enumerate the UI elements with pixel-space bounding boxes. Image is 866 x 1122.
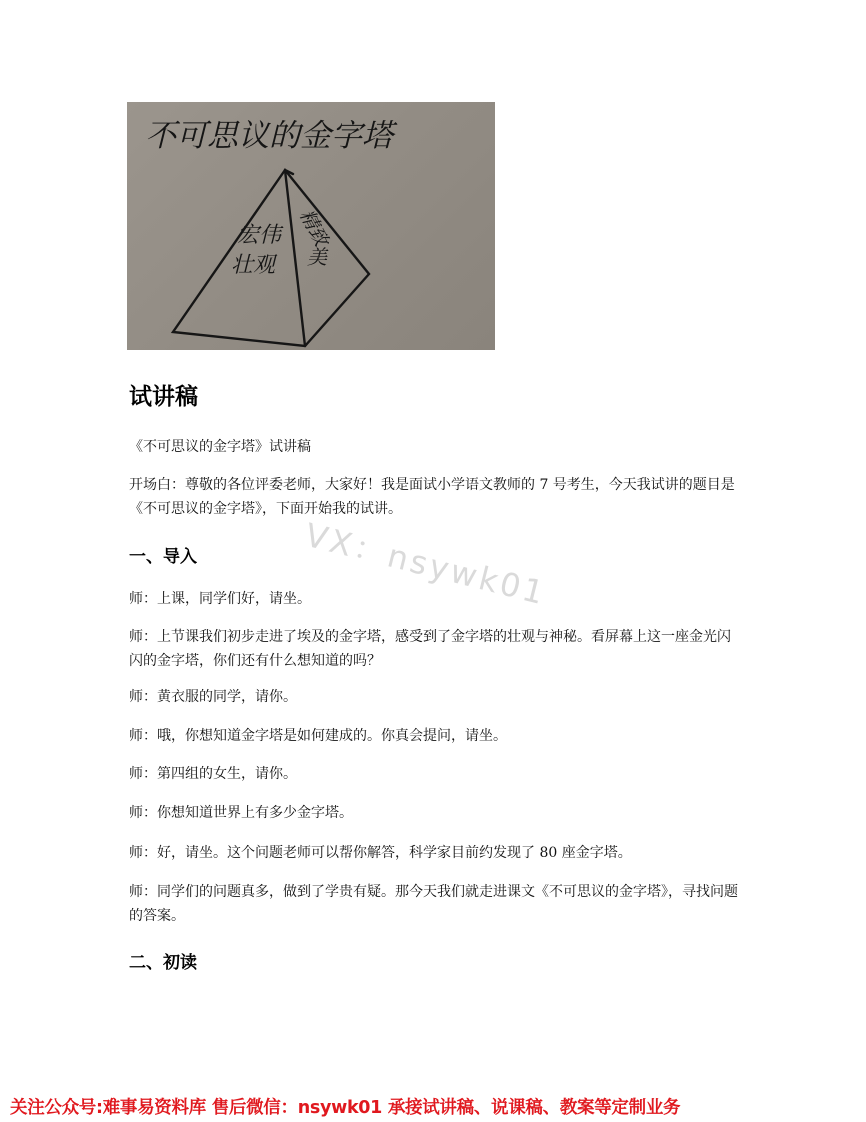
- dialogue-line: 师：好，请坐。这个问题老师可以帮你解答，科学家目前约发现了 80 座金字塔。: [129, 845, 632, 861]
- dialogue-line: 师：第四组的女生，请你。: [129, 766, 297, 782]
- right-face-line-1: 精致: [295, 205, 333, 250]
- right-face-line-2: 美: [307, 245, 327, 269]
- dialogue-line: 师：你想知道世界上有多少金字塔。: [129, 805, 353, 821]
- left-face-line-1: 宏伟: [237, 223, 282, 248]
- footer-banner: 关注公众号:难事易资料库 售后微信：nsywk01 承接试讲稿、说课稿、教案等定制业务: [10, 1098, 681, 1118]
- left-face-line-2: 壮观: [231, 253, 276, 278]
- dialogue-line: 师：上课，同学们好，请坐。: [129, 591, 311, 607]
- dialogue-line: 师：哦，你想知道金字塔是如何建成的。你真会提问，请坐。: [129, 728, 507, 744]
- photo-title: 不可思议的金字塔: [145, 118, 393, 154]
- dialogue-line: 师：同学们的问题真多，做到了学贵有疑。那今天我们就走进课文《不可思议的金字塔》，寻找问题的答案。: [129, 884, 738, 924]
- section-2-title: 二、初读: [129, 953, 197, 973]
- dialogue-line: 师：黄衣服的同学，请你。: [129, 689, 297, 705]
- opening-paragraph: 开场白：尊敬的各位评委老师，大家好！我是面试小学语文教师的 7 号考生，今天我试讲的题目是《不可思议的金字塔》，下面开始我的试讲。: [129, 477, 735, 517]
- pyramid-edge: [285, 170, 305, 346]
- page-heading: 试讲稿: [129, 384, 198, 410]
- pyramid-photo: [127, 102, 495, 350]
- document-subtitle: 《不可思议的金字塔》试讲稿: [129, 439, 311, 455]
- dialogue-line: 师：上节课我们初步走进了埃及的金字塔，感受到了金字塔的壮观与神秘。看屏幕上这一座金光闪闪的金字塔，你们还有什么想知道的吗？: [129, 629, 731, 669]
- watermark: VX：nsywk01: [301, 515, 551, 613]
- pyramid-drawing: [127, 102, 495, 350]
- section-1-title: 一、导入: [129, 547, 197, 567]
